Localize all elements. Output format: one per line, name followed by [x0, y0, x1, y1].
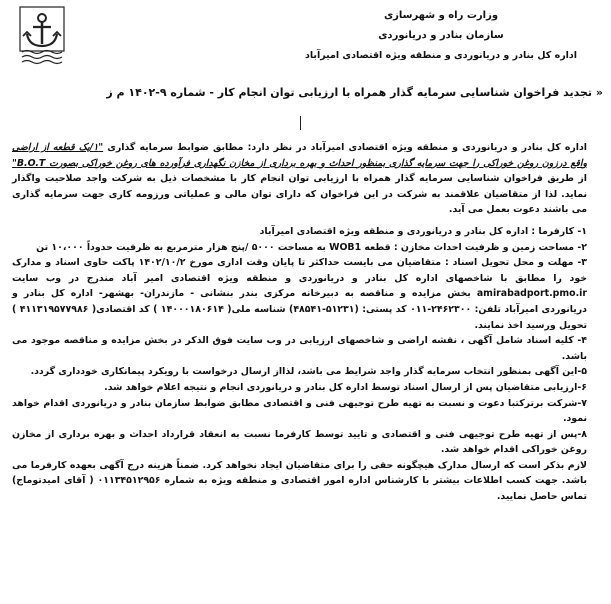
- ministry-name: وزارت راه و شهرسازی: [383, 10, 499, 21]
- announcement-title: « تجدید فراخوان شناسایی سرمایه گذار همراه با ارزیابی توان انجام کار - شماره ۹-۱۴۰۲ م ز: [106, 86, 603, 99]
- underlined-subject: "۱/یک قطعه از اراضی واقع درزون روغن خوراکی را جهت سرمایه گذاری بمنظور احداث و بهره برداری از مخازن نگهداری فرآورده های روغن خوراکی بصورت B.O.T": [12, 142, 587, 169]
- list-item: ۲- مساحت زمین و ظرفیت احداث مخازن : قطعه WOB1 به مساحت ۵۰۰۰ /پنج هزار مترمربع به ظرفیت حدوداً ۱۰،۰۰۰ تن: [36, 241, 587, 253]
- ports-organization-logo: [19, 6, 65, 68]
- letterhead: [291, 10, 591, 61]
- organization-name: سازمان بنادر و دریانوردی: [378, 30, 504, 41]
- list-item: ۶-ارزیابی متقاضیان پس از ارسال اسناد توسط اداره کل بنادر و دریانوردی انجام و نتیجه اعلام خواهد شد.: [104, 381, 587, 393]
- intro-paragraph: اداره کل بنادر و دریانوردی و منطقه ویژه اقتصادی امیرآباد در نظر دارد: مطابق ضوابط سرمایه گذاری "۱/یک قطعه از اراضی واقع درزون روغن خوراکی را جهت سرمایه گذاری بمنظور احداث و بهره برداری از مخازن نگهداری فرآورده های روغن خوراکی بصورت B.O.T" از طریق فراخوان شناسایی سرمایه گذار همراه با ارزیابی توان انجام کار با مشخصات ذیل به شرکت واجد صلاحیت واگذار نماید. لذا از متقاضیان علاقمند به شرکت در این فراخوان که دارای توان مالی و عملیاتی ورزومه کاری جهت سرمایه گذاری می باشند دعوت بعمل می آید.: [12, 142, 587, 216]
- footer-note: لازم بذکر است که ارسال مدارک هیچگونه حقی را برای متقاضیان ایجاد نخواهد کرد. ضمناً هزینه درج آگهی بعهده کارفرما می باشد. جهت کسب اطلاعات بیشتر با کارشناس اداره امور اقتصادی و منطقه ویژه به شماره ۰۱۱۳۴۵۱۲۹۵۶ ( آقای امیدتوماج) تماس حاصل نمایید.: [12, 459, 587, 503]
- list-item: ۴- کلیه اسناد شامل آگهی ، نقشه اراضی و شاخصهای ارزیابی در وب سایت فوق الذکر در بخش مزایده و مناقصه موجود می باشد.: [12, 335, 587, 362]
- list-item: ۵-این آگهی بمنظور انتخاب سرمایه گذار واجد شرایط می باشد، لذااز ارسال درخواست با رویکرد پیمانکاری خودداری گردد.: [30, 366, 587, 378]
- department-name: اداره کل بنادر و دریانوردی و منطقه ویژه اقتصادی امیرآباد: [304, 50, 578, 61]
- announcement-body: [12, 140, 587, 505]
- list-item: ۸-پس از تهیه طرح توجیهی فنی و اقتصادی و تایید توسط کارفرما نسبت به انعقاد قرارداد احداث و بهره برداری از مخازن روغن خوراکی اقدام خواهد شد.: [12, 428, 587, 456]
- list-item: ۱- کارفرما : اداره کل بنادر و دریانوردی و منطقه ویژه اقتصادی امیرآباد: [259, 225, 587, 237]
- list-item: ۷-شرکت برترکتبا دعوت و نسبت به تهیه طرح توجیهی فنی و اقتصادی مطابق ضوابط سازمان بنادر و دریانوردی اقدام خواهد نمود.: [12, 397, 587, 425]
- list-item: ۳- مهلت و محل تحویل اسناد : متقاضیان می بایست حداکثر تا پایان وقت اداری مورخ ۱۴۰۲/۱۰/۲ پاکت حاوی اسناد و مدارک خود را مطابق با شاخصهای اداره کل بنادر و دریانوردی و منطقه ویژه اقتصادی امیر آباد مندرج در وب سایت amirabadport.pmo.ir بخش مزایده و مناقصه به دبیرخانه مرکزی بندر بنشانی - مازندران- بهشهر- اداره کل بنادر و دریانوردی امیرآباد تلفن: ۲۴۶۲۳۰۰-۰۱۱ کد پستی: (۵۱۲۳۱-۴۸۵۴۱) شناسه ملی( ۱۴۰۰۰۱۸۰۶۱۴ ) کد اقتصادی( ۴۱۱۳۱۹۵۷۷۹۸۶ ) تحویل ورسید اخذ نمایند.: [12, 257, 587, 331]
- text-cursor: [300, 116, 301, 130]
